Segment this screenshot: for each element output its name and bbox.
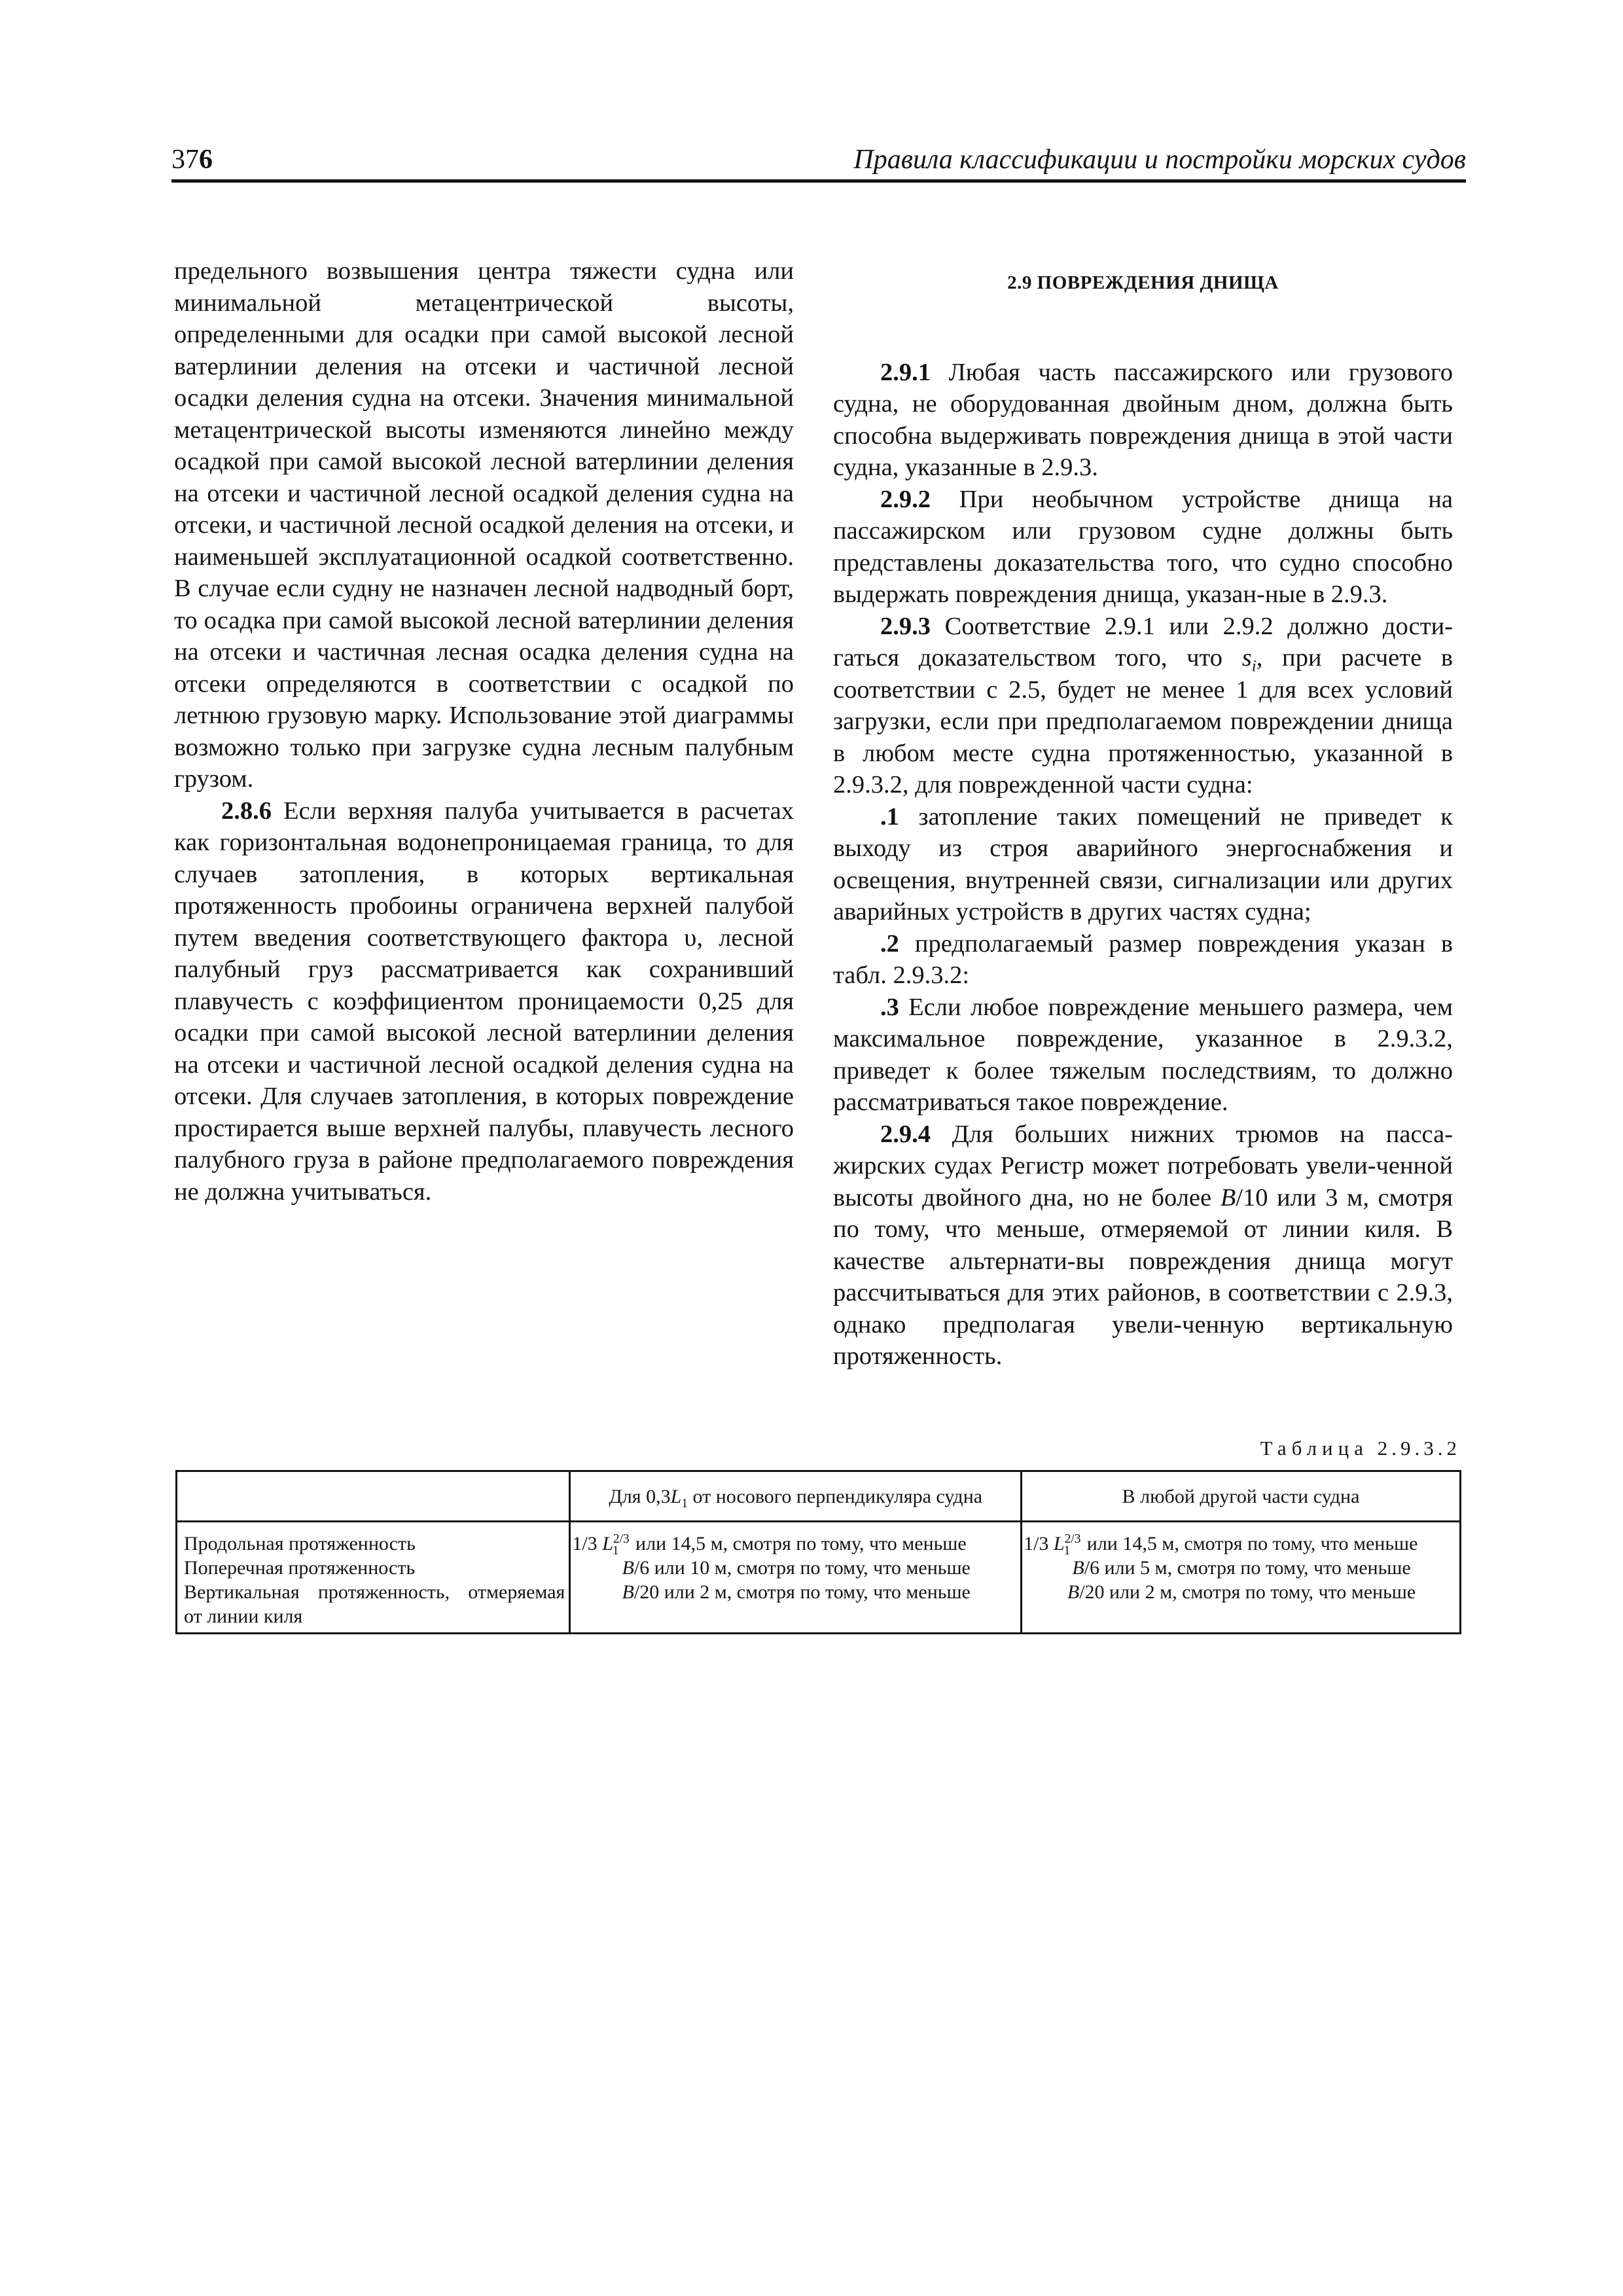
row-label: Продольная протяженность — [184, 1533, 416, 1554]
clause-number: 2.9.3 — [880, 612, 931, 640]
row-label: от линии киля — [184, 1605, 303, 1627]
paragraph-continuation: предельного возвышения центра тяжести судна или минимальной метацентрической высоты, определенными для осадки при самой высокой лесной ватерлинии деления на отсеки и частичной лесной осадки деления судна на отсеки. Значения минимальной метацентрической высоты изменяются линейно между осадкой при самой высокой лесной ватерлинии деления на отсеки и частичной лесной осадкой деления судна на отсеки, и частичной лесной осадкой деления на отсеки, и наименьшей эксплуатационной осадкой соответственно. В случае если судну не назначен лесной надводный борт, то осадка при самой высокой лесной ватерлинии деления на отсеки и частичная лесная осадка деления судна на отсеки определяются в соответствии с осадкой по летнюю грузовую марку. Использование этой диаграммы возможно только при загрузке судна лесным палубным грузом. — [174, 257, 794, 793]
paragraph-2-9-1: 2.9.1 Любая часть пассажирского или грузового судна, не оборудованная двойным дном, должна быть способна выдерживать повреждения днища в этой части судна, указанные в 2.9.3. — [833, 358, 1454, 481]
left-column — [174, 255, 794, 1208]
running-title: Правила классификации и постройки морских судов — [853, 145, 1466, 175]
row-label: Поперечная протяженность — [184, 1557, 416, 1579]
table-value: B/20 или 2 м, смотря по тому, что меньше — [622, 1581, 971, 1603]
section-title: 2.9 ПОВРЕЖДЕНИЯ ДНИЩА — [1007, 272, 1279, 293]
table-value: B/6 или 10 м, смотря по тому, что меньше — [622, 1557, 971, 1579]
other-values-cell — [1022, 1522, 1461, 1634]
row-labels-cell — [177, 1522, 570, 1634]
paragraph-2-9-4: 2.9.4 Для больших нижних трюмов на пасса-жирских судах Регистр может потребовать увели-ченной высоты двойного дна, но не более B/10 или 3 м, смотря по тому, что меньше, отмеряемой от линии киля. В качестве альтернати-вы повреждения днища могут рассчитываться для этих районов, в соответствии с 2.9.3, однако предполагая увели-ченную вертикальную протяженность. — [833, 1120, 1454, 1370]
clause-number: 2.9.4 — [880, 1120, 931, 1148]
paragraph-2-9-3: 2.9.3 Соответствие 2.9.1 или 2.9.2 должно дости-гаться доказательством того, что $s_i$, при расчете в соответствии с 2.5, будет не менее 1 для всех условий загрузки, если при предполагаемом повреждении днища в любом месте судна протяженностью, указанной в 2.9.3.2, для поврежденной части судна: — [833, 612, 1454, 798]
page-number: 376 — [171, 145, 213, 175]
table-value: 1/3 $L^{2/3}_1$ или 14,5 м, смотря по тому, что меньше — [1024, 1532, 1418, 1558]
clause-number: 2.9.1 — [880, 358, 931, 386]
paragraph-2-9-2: 2.9.2 При необычном устройстве днища на пассажирском или грузовом судне должны быть представлены доказательства того, что судно способно выдержать повреждения днища, указан-ные в 2.9.3. — [833, 485, 1454, 608]
table-header-row — [177, 1471, 1461, 1522]
table-value: B/20 или 2 м, смотря по тому, что меньше — [1067, 1581, 1416, 1603]
row-label: Вертикальная протяженность, отмеряемая — [184, 1581, 565, 1603]
header-cell-fore: Для $0,3L_1$ от носового перпендикуляра судна — [570, 1471, 1022, 1522]
list-item-2: .2 предполагаемый размер повреждения указан в табл. 2.9.3.2: — [833, 929, 1453, 989]
table-row — [177, 1522, 1461, 1634]
table-caption: Таблица 2.9.3.2 — [1260, 1437, 1461, 1460]
right-column — [833, 255, 1453, 1372]
header-cell-empty — [177, 1471, 570, 1522]
list-item-3: .3 Если любое повреждение меньшего размера, чем максимальное повреждение, указанное в 2.9.3.2, приведет к более тяжелым последствиям, то должно рассматриваться такое повреждение. — [833, 993, 1453, 1116]
list-item-1: .1 затопление таких помещений не приведет к выходу из строя аварийного энергоснабжения и освещения, внутренней связи, сигнализации или других аварийных устройств в других частях судна; — [833, 802, 1454, 925]
table-value: 1/3 $L^{2/3}_1$ или 14,5 м, смотря по тому, что меньше — [572, 1532, 967, 1558]
clause-number: 2.9.2 — [880, 485, 931, 513]
clause-number: 2.8.6 — [221, 797, 272, 825]
fore-values-cell — [570, 1522, 1022, 1634]
paragraph-2-8-6: 2.8.6 Если верхняя палуба учитывается в расчетах как горизонтальная водонепроницаемая граница, то для случаев затопления, в которых вертикальная протяженность пробоины ограничена верхней палубой путем введения соответствующего фактора υ, лесной палубный груз рассматривается как сохранивший плавучесть с коэффициентом проницаемости 0,25 для осадки при самой высокой лесной ватерлинии деления на отсеки и частичной лесной осадкой деления судна на отсеки. Для случаев затопления, в которых повреждение простирается выше верхней палубы, плавучесть лесного палубного груза в районе предполагаемого повреждения не должна учитываться. — [174, 797, 794, 1206]
damage-extent-table — [175, 1470, 1461, 1634]
page-header — [171, 143, 1466, 183]
header-cell-other: В любой другой части судна — [1022, 1471, 1461, 1522]
table-value: B/6 или 5 м, смотря по тому, что меньше — [1072, 1557, 1411, 1579]
